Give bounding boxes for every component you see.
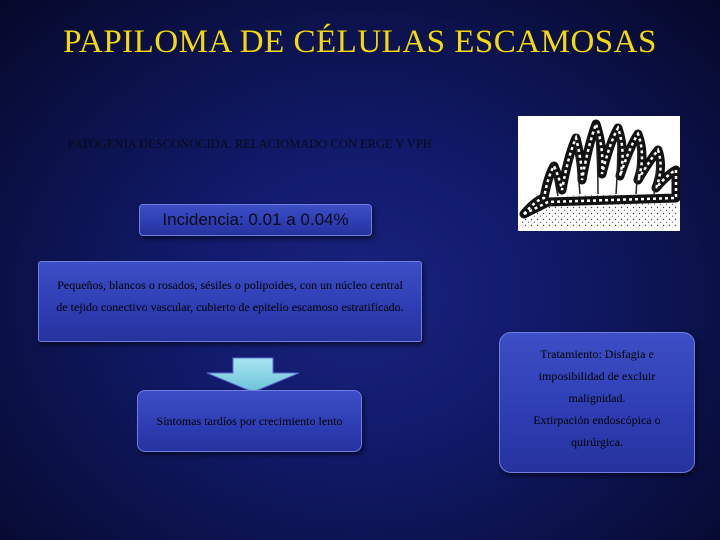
- tratamiento-line: Extirpación endoscópica o: [533, 413, 661, 427]
- sintomas-box: [137, 390, 362, 452]
- down-arrow-icon: [205, 357, 301, 393]
- description-box: [38, 261, 422, 342]
- incidencia-text: Incidencia: 0.01 a 0.04%: [162, 210, 349, 229]
- description-line: de tejido conectivo vascular, cubierto de epitelio escamoso estratificado.: [56, 300, 404, 314]
- incidencia-box: [139, 204, 372, 236]
- tratamiento-line: Tratamiento: Disfagia e: [540, 347, 654, 361]
- subtitle-text: PATOGENIA DESCONOCIDA. RELACIOMADO CON ERGE Y VPH: [68, 137, 432, 151]
- slide-title: PAPILOMA DE CÉLULAS ESCAMOSAS: [63, 24, 657, 60]
- tratamiento-box: [499, 332, 695, 473]
- description-line: Pequeños, blancos o rosados, sésiles o polipoides, con un núcleo central: [57, 278, 403, 292]
- tratamiento-line: malignidad.: [568, 391, 626, 405]
- tratamiento-line: imposibilidad de excluir: [538, 369, 656, 383]
- histology-drawing-icon: [518, 116, 680, 231]
- tratamiento-line: quirúrgica.: [570, 435, 624, 449]
- papilloma-histology-figure: [518, 116, 680, 231]
- sintomas-text: Síntomas tardíos por crecimiento lento: [156, 413, 343, 428]
